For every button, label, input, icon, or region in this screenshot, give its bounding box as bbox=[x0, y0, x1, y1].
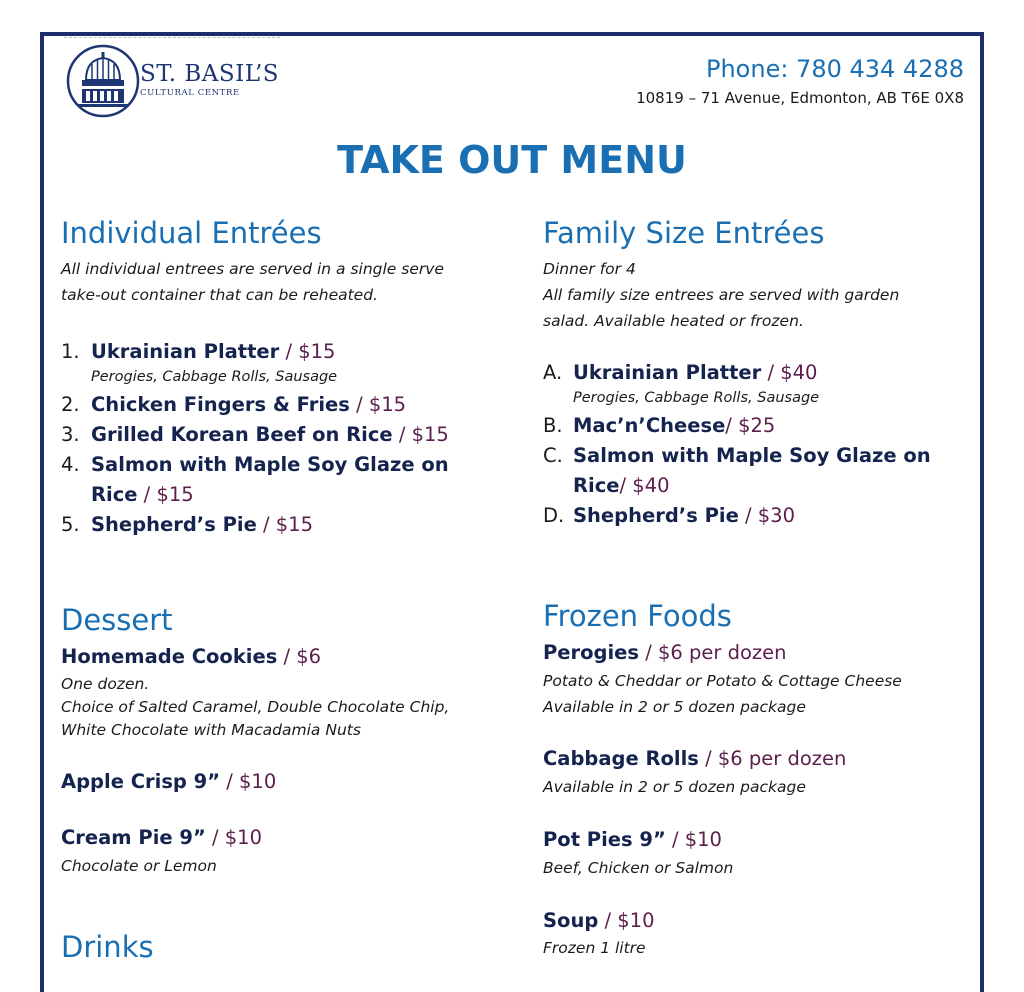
item-price: / $40 bbox=[761, 361, 818, 384]
dome-logo-icon bbox=[66, 44, 140, 118]
cookies-desc-1: One dozen. bbox=[61, 675, 150, 693]
item-1-note: Perogies, Cabbage Rolls, Sausage bbox=[91, 369, 338, 385]
item-marker: D. bbox=[543, 504, 565, 527]
item-price: / $10 bbox=[665, 828, 722, 851]
item-marker: 1. bbox=[61, 340, 80, 363]
item-name: Cream Pie 9” bbox=[61, 826, 206, 849]
family-desc-line-1: Dinner for 4 bbox=[543, 260, 636, 278]
perogies-desc-2: Available in 2 or 5 dozen package bbox=[543, 698, 806, 716]
item-name: Ukrainian Platter bbox=[91, 340, 280, 363]
item-name: Soup bbox=[543, 909, 599, 932]
item-price: / $10 bbox=[220, 770, 277, 793]
frozen-item-pot-pies bbox=[543, 825, 722, 855]
item-name: Ukrainian Platter bbox=[573, 361, 762, 384]
family-item-a-note: Perogies, Cabbage Rolls, Sausage bbox=[573, 390, 820, 406]
item-price: / $15 bbox=[256, 513, 313, 536]
item-name: Chicken Fingers & Fries bbox=[91, 393, 350, 416]
item-price: / $6 per dozen bbox=[639, 641, 787, 664]
dessert-heading: Dessert bbox=[61, 603, 173, 637]
logo-subtitle: CULTURAL CENTRE bbox=[140, 88, 240, 98]
address: 10819 – 71 Avenue, Edmonton, AB T6E 0X8 bbox=[636, 89, 964, 107]
soup-desc: Frozen 1 litre bbox=[543, 939, 646, 957]
family-item-c-line-2 bbox=[573, 471, 669, 501]
perogies-desc-1: Potato & Cheddar or Potato & Cottage Cheese bbox=[543, 672, 902, 690]
item-name: Shepherd’s Pie bbox=[573, 504, 739, 527]
logo-name: ST. BASIL’S bbox=[140, 61, 280, 87]
item-price: / $40 bbox=[619, 474, 670, 497]
individual-desc-line-2: take-out container that can be reheated. bbox=[61, 286, 378, 304]
item-marker: B. bbox=[543, 414, 563, 437]
cookies-desc-3: White Chocolate with Macadamia Nuts bbox=[61, 721, 361, 739]
dessert-item-cookies bbox=[61, 642, 321, 672]
drinks-heading: Drinks bbox=[61, 930, 154, 964]
cream-pie-desc: Chocolate or Lemon bbox=[61, 857, 217, 875]
item-name: Pot Pies 9” bbox=[543, 828, 666, 851]
page-title: TAKE OUT MENU bbox=[337, 138, 687, 182]
family-desc-line-3: salad. Available heated or frozen. bbox=[543, 312, 804, 330]
item-price: / $15 bbox=[392, 423, 449, 446]
item-price: / $10 bbox=[598, 909, 655, 932]
item-name: Salmon with Maple Soy Glaze on bbox=[573, 444, 931, 467]
frozen-foods-heading: Frozen Foods bbox=[543, 599, 732, 633]
individual-entrees-heading: Individual Entrées bbox=[61, 216, 322, 250]
family-desc-line-2: All family size entrees are served with garden bbox=[543, 286, 900, 304]
item-marker: 2. bbox=[61, 393, 80, 416]
item-name: Mac’n’Cheese bbox=[573, 414, 726, 437]
item-price: / $30 bbox=[738, 504, 795, 527]
item-name: Perogies bbox=[543, 641, 640, 664]
item-name: Cabbage Rolls bbox=[543, 747, 699, 770]
item-name: Grilled Korean Beef on Rice bbox=[91, 423, 393, 446]
item-marker: C. bbox=[543, 444, 563, 467]
item-marker: 5. bbox=[61, 513, 80, 536]
item-price: / $6 bbox=[277, 645, 322, 668]
family-entrees-heading: Family Size Entrées bbox=[543, 216, 825, 250]
dessert-item-cream-pie bbox=[61, 823, 262, 853]
item-name-cont: Rice bbox=[91, 483, 138, 506]
item-name-cont: Rice bbox=[573, 474, 620, 497]
item-price: / $6 per dozen bbox=[698, 747, 847, 770]
item-name: Shepherd’s Pie bbox=[91, 513, 257, 536]
item-price: / $15 bbox=[349, 393, 407, 416]
frozen-item-cabbage-rolls bbox=[543, 744, 846, 774]
item-marker: A. bbox=[543, 361, 563, 384]
frozen-item-perogies bbox=[543, 638, 786, 668]
item-name: Salmon with Maple Soy Glaze on bbox=[91, 453, 449, 476]
individual-desc-line-1: All individual entrees are served in a single serve bbox=[61, 260, 444, 278]
cabbage-rolls-desc: Available in 2 or 5 dozen package bbox=[543, 778, 806, 796]
item-price: / $25 bbox=[725, 414, 776, 437]
item-marker: 4. bbox=[61, 453, 80, 476]
dessert-item-apple-crisp bbox=[61, 767, 276, 797]
pot-pies-desc: Beef, Chicken or Salmon bbox=[543, 859, 734, 877]
cookies-desc-2: Choice of Salted Caramel, Double Chocolate Chip, bbox=[61, 698, 450, 716]
item-name: Apple Crisp 9” bbox=[61, 770, 221, 793]
item-price: / $10 bbox=[205, 826, 262, 849]
phone-number: Phone: 780 434 4288 bbox=[705, 55, 964, 83]
menu-item-4-line-2 bbox=[91, 480, 194, 510]
top-dashed-line bbox=[64, 37, 280, 38]
frozen-item-soup bbox=[543, 906, 654, 936]
item-marker: 3. bbox=[61, 423, 80, 446]
item-name: Homemade Cookies bbox=[61, 645, 278, 668]
item-price: / $15 bbox=[137, 483, 194, 506]
logo-wordmark bbox=[140, 62, 279, 98]
item-price: / $15 bbox=[279, 340, 336, 363]
